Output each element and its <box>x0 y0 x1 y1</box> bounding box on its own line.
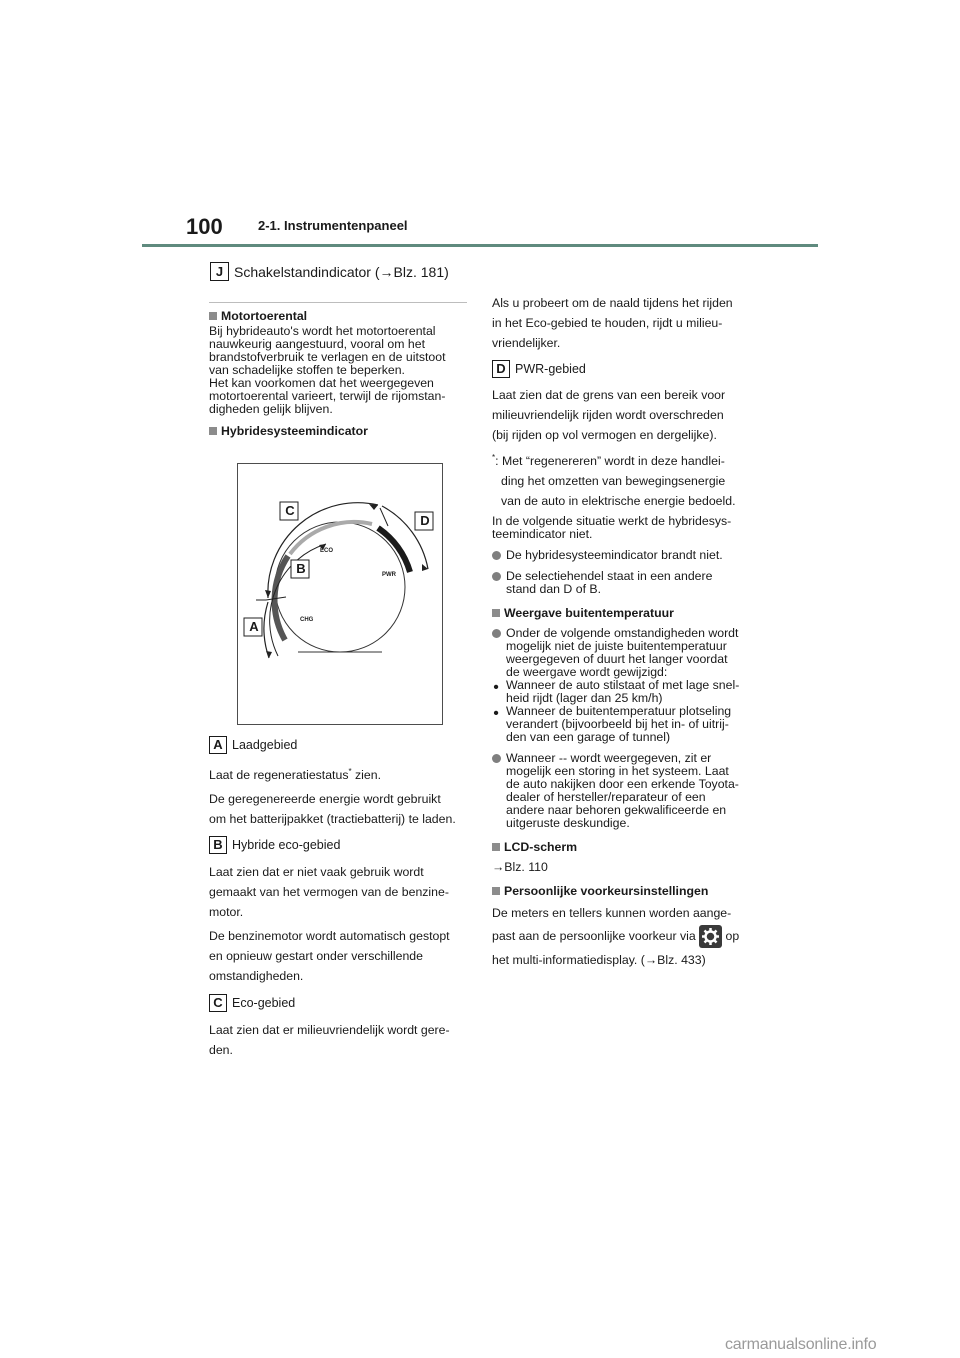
figure-label-b: B <box>296 561 306 576</box>
square-bullet-icon <box>492 843 500 851</box>
gauge-illustration <box>238 464 442 724</box>
page-number: 100 <box>186 214 223 239</box>
arrow-icon: → <box>644 953 658 968</box>
temp-bullet-2: Wanneer -- wordt weergegeven, zit er mogelijk een storing in het systeem. Laat de auto nakijken door een erkende Toyota- dealer of hersteller/reparateur of een andere naar behoren gekwalificeerde en uitgeruste deskundige. <box>492 752 750 830</box>
hybrid-indicator-figure <box>237 463 443 725</box>
item-j <box>210 262 449 281</box>
left-column-lower: A Laadgebied Laat de regeneratiestatus* zien. De geregenereerde energie wordt gebruikt om het batterijpakket (tractiebatterij) te laden. B Hybride eco-gebied Laat zien dat er niet vaak gebruik wordt gemaakt van het vermogen van de benzine- motor. De benzinemotor wordt automatisch gestopt en opnieuw gestart onder verschillende omstandigheden. C Eco-gebied Laat zien dat er milieuvriendelijk wordt gere- den. <box>209 736 467 1060</box>
arrow-icon: → <box>379 263 394 280</box>
lcd-heading: LCD-scherm <box>492 840 750 854</box>
item-d: D PWR-gebied <box>492 360 750 378</box>
motor-heading: Motortoerental <box>209 309 467 323</box>
key-a: A <box>209 736 227 754</box>
temp-heading: Weergave buitentemperatuur <box>492 606 750 620</box>
round-bullet-icon <box>492 754 501 763</box>
round-bullet-icon <box>492 629 501 638</box>
item-c: C Eco-gebied <box>209 994 467 1012</box>
eco-text: ECO <box>320 548 334 554</box>
motor-body: Bij hybrideauto's wordt het motortoerental nauwkeurig aangestuurd, vooral om het brandstofverbruik te verlagen en de uitstoot van schadelijke stoffen te beperken. Het kan voorkomen dat het weergegeven motortoerental varieert, terwijl de rijomstan- digheden gelijk blijven. <box>209 324 446 416</box>
hybrid-heading: Hybridesysteemindicator <box>209 424 467 438</box>
item-j-text: Schakelstandindicator (→Blz. 181) <box>234 263 449 280</box>
temp-sub-bullet-1: • Wanneer de auto stilstaat of met lage snel- heid rijdt (lager dan 25 km/h) <box>493 678 740 706</box>
square-bullet-icon <box>492 609 500 617</box>
figure-label-d: D <box>420 513 430 528</box>
situation-text: In de volgende situatie werkt de hybridesys- teemindicator niet. <box>492 514 732 542</box>
footnote: *: Met “regenereren” wordt in deze handlei- ding het omzetten van bewegingsenergie van de auto in elektrische energie bedoeld. <box>492 453 736 509</box>
situation-bullet-1: De hybridesysteemindicator brandt niet. <box>492 549 750 562</box>
square-bullet-icon <box>492 887 500 895</box>
square-bullet-icon <box>209 312 217 320</box>
gauge-dial <box>275 522 405 652</box>
key-d: D <box>492 360 510 378</box>
personal-body: De meters en tellers kunnen worden aange- past aan de persoonlijke voorkeur via op het multi-informatiedisplay. (→Blz. 433) <box>492 906 740 968</box>
round-bullet-icon <box>492 572 501 581</box>
figure-label-c: C <box>285 503 295 518</box>
item-b: B Hybride eco-gebied <box>209 836 467 854</box>
figure-label-a: A <box>249 619 259 634</box>
arc-arrow-a <box>264 602 269 658</box>
watermark: carmanualsonline.info <box>725 1336 877 1353</box>
key-c: C <box>209 994 227 1012</box>
item-a: A Laadgebied <box>209 736 467 754</box>
left-column <box>209 302 467 438</box>
situation-bullet-2: De selectiehendel staat in een andere stand dan D of B. <box>492 570 750 596</box>
arrow-icon: → <box>492 860 505 875</box>
section-title: 2-1. Instrumentenpaneel <box>258 218 408 233</box>
lcd-ref: →Blz. 110 <box>492 860 548 875</box>
pwr-text: PWR <box>382 572 396 578</box>
column-rule <box>209 302 467 303</box>
gear-icon <box>699 925 722 948</box>
personal-heading: Persoonlijke voorkeursinstellingen <box>492 884 750 898</box>
chg-text: CHG <box>300 617 314 623</box>
key-b: B <box>209 836 227 854</box>
temp-sub-bullet-2: • Wanneer de buitentemperatuur plotseling verandert (bijvoorbeeld bij het in- of uitrij- den van een garage of tunnel) <box>493 704 732 745</box>
header-divider <box>142 244 818 247</box>
right-column: Als u probeert om de naald tijdens het rijden in het Eco-gebied te houden, rijdt u milieu- vriendelijker. D PWR-gebied Laat zien dat de grens van een bereik voor milieuvriendelijk rijden wordt overschreden (bij rijden op vol vermogen en dergelijke). *: Met “regenereren” wordt in deze handlei- ding het omzetten van bewegingsenergie van de auto in elektrische energie bedoeld. In de volgende situatie werkt de hybridesys- teemindicator niet. De hybridesysteemindicator brandt niet. De selectiehendel staat in een andere stand dan D of B. Weergave buitentemperatuur Onder de volgende omstandigheden wordt mogelijk niet de juiste buitentemperatuur weergegeven of duurt het langer voordat de weergave wordt gewijzigd: • Wanneer de auto stilstaat of met lage snel- heid rijdt (lager dan 25 km/h) • Wanneer de buitentemperatuur plotseling verandert (bijvoorbeeld bij het in- of uitrij- den van een garage of tunnel) Wanneer -- wordt weergegeven, zit er mogelijk een storing in het systeem. Laat de auto nakijken door een erkende Toyota- dealer of hersteller/reparateur of een andere naar behoren gekwalificeerde en uitgeruste deskundige. LCD-scherm →Blz. 110 Persoonlijke voorkeursinstellingen De meters en tellers kunnen worden aange- past aan de persoonlijke voorkeur via op het multi-informatiedisplay. (→Blz. 433) <box>492 293 750 970</box>
round-bullet-icon <box>492 551 501 560</box>
key-j: J <box>210 262 229 281</box>
square-bullet-icon <box>209 427 217 435</box>
temp-bullet-1: Onder de volgende omstandigheden wordt mogelijk niet de juiste buitentemperatuur weergegeven of duurt het langer voordat de weergave wordt gewijzigd: <box>492 627 750 679</box>
